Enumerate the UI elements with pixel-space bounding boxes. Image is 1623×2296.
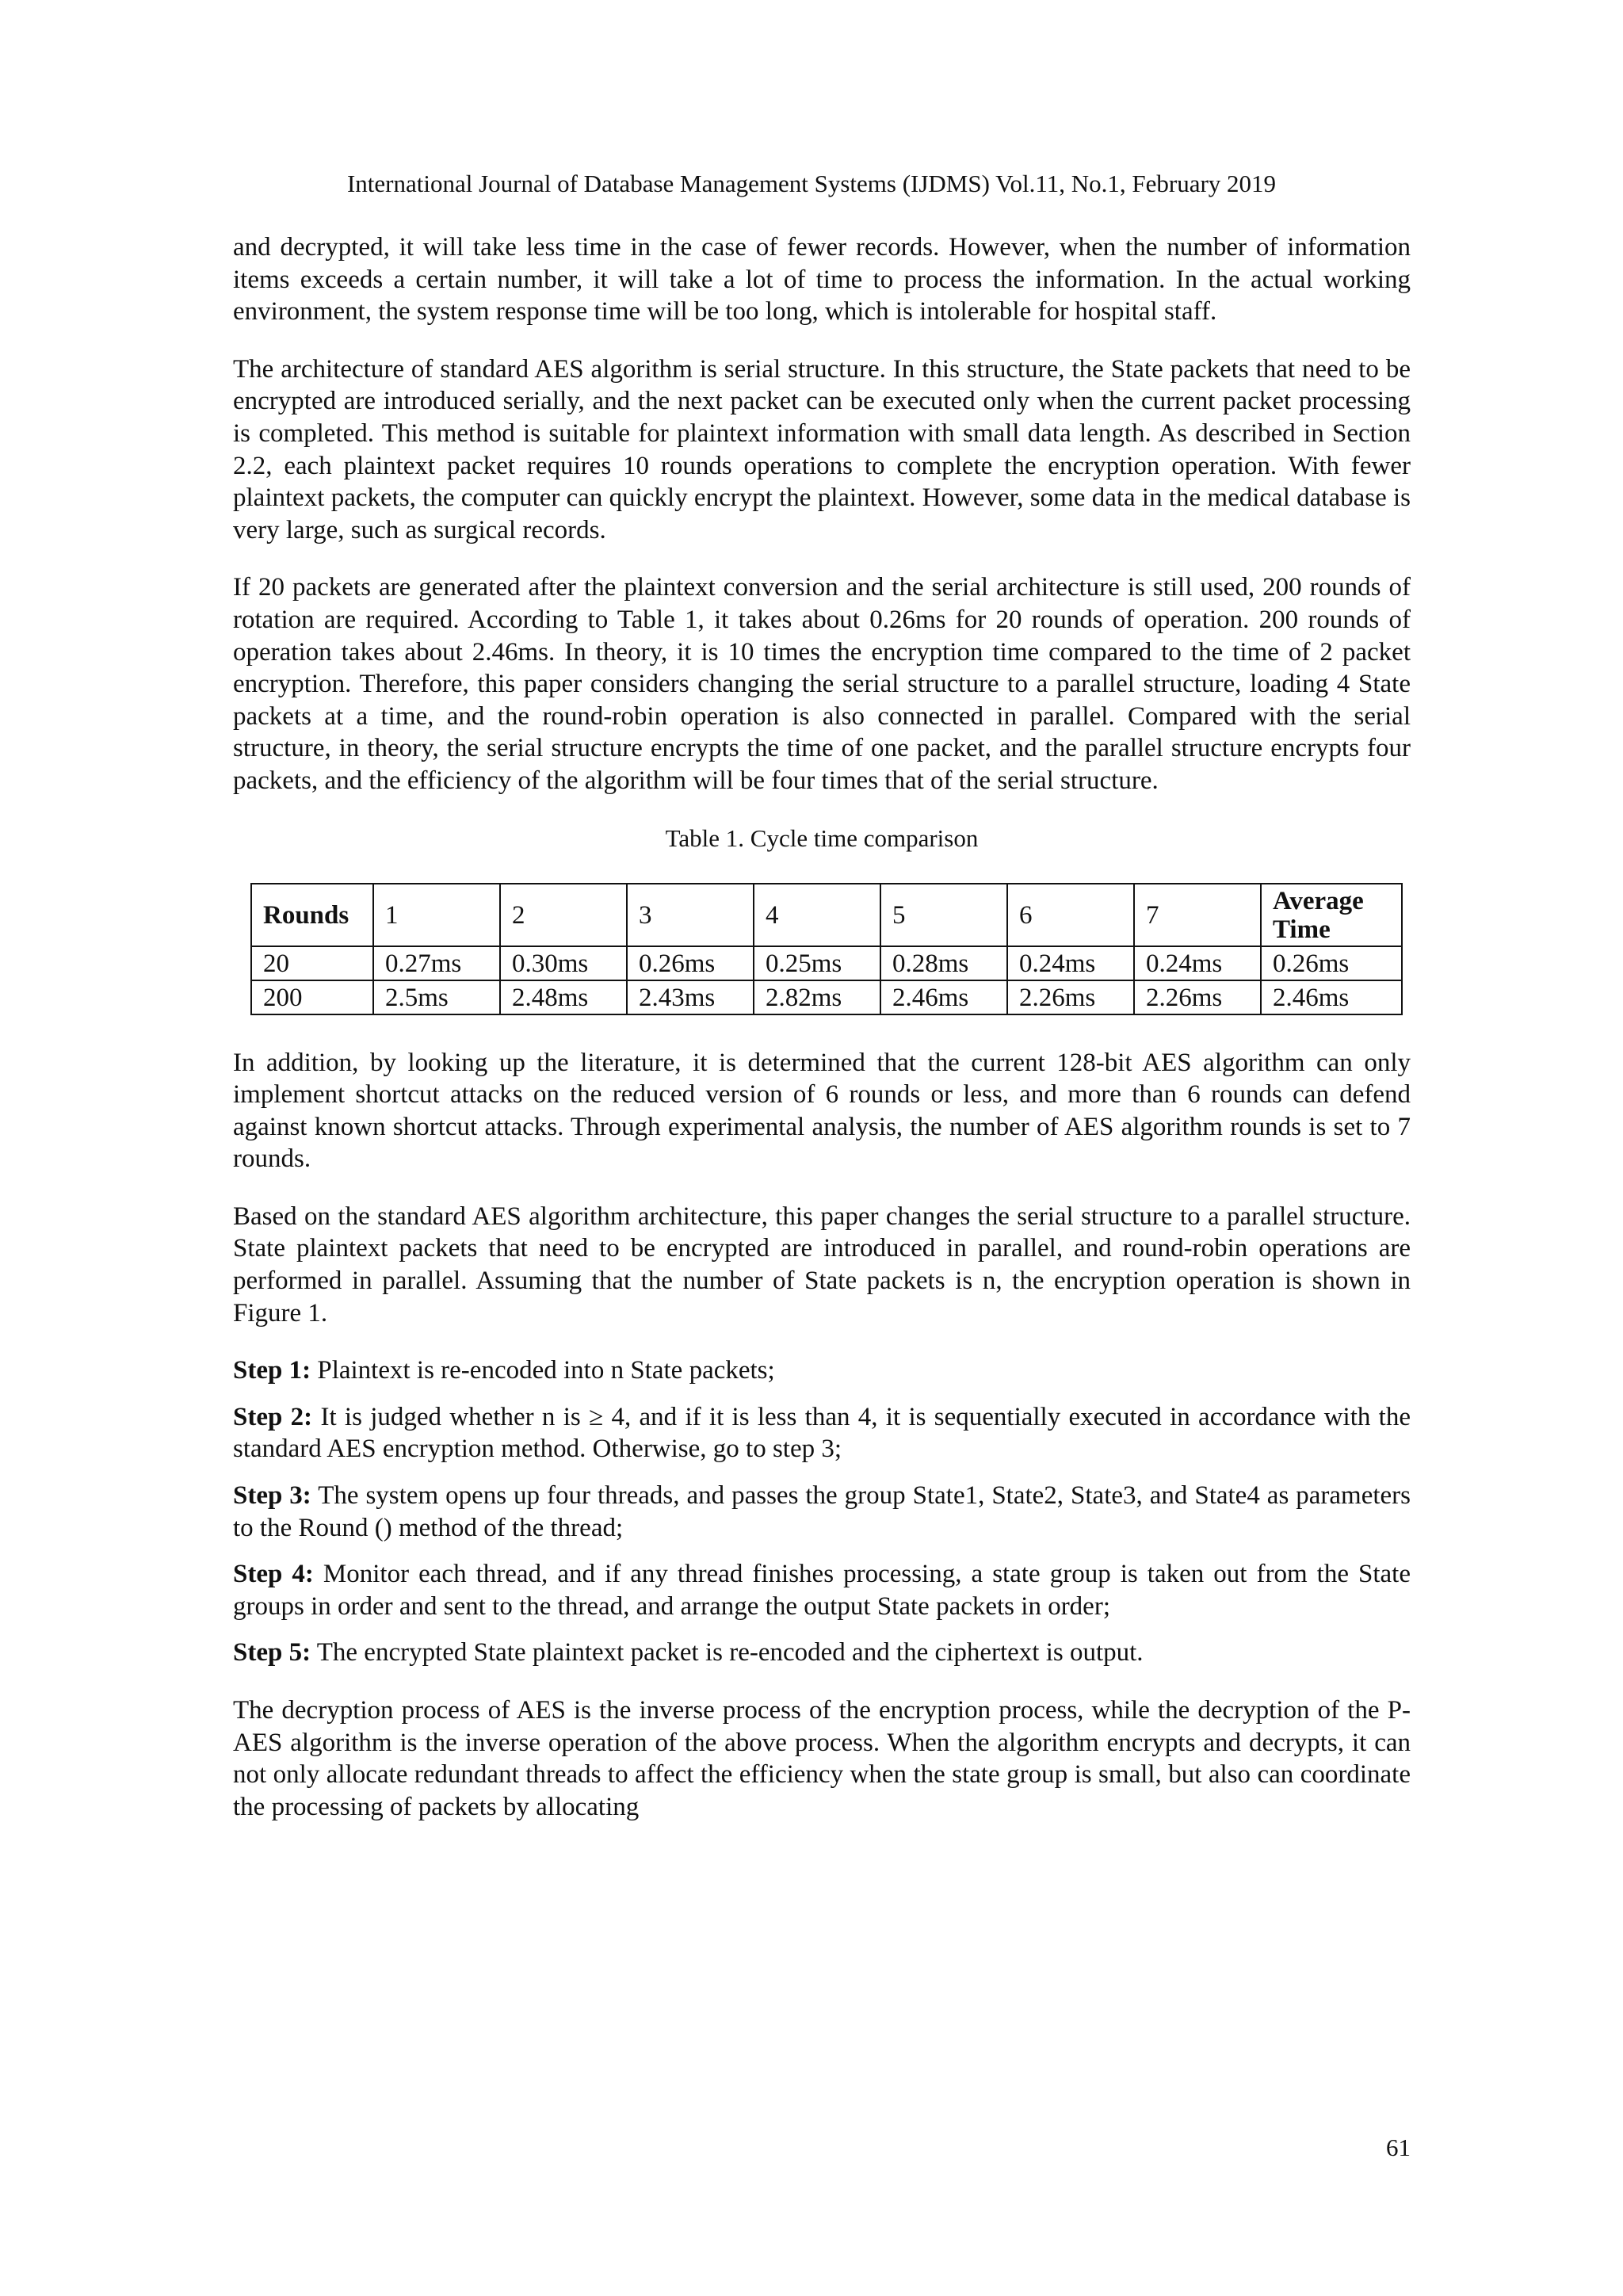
table-cell: 0.26ms <box>1261 946 1402 980</box>
table-header-cell: 4 <box>754 884 880 946</box>
step-label: Step 5: <box>233 1638 311 1668</box>
step-text: Monitor each thread, and if any thread finishes processing, a state group is taken out from the State groups in order and sent to the thread, and arrange the output State packets in order; <box>233 1560 1411 1621</box>
table-cell: 0.30ms <box>500 946 627 980</box>
page-number: 61 <box>1386 2134 1411 2161</box>
step-label: Step 3: <box>233 1481 311 1511</box>
table-cell: 2.26ms <box>1134 980 1261 1014</box>
table-caption: Table 1. Cycle time comparison <box>665 823 979 852</box>
table-cell: 20 <box>251 946 373 980</box>
step-4 <box>233 1558 1411 1622</box>
table-cell: 0.28ms <box>880 946 1007 980</box>
table-cell: 2.48ms <box>500 980 627 1014</box>
table-cell: 0.25ms <box>754 946 880 980</box>
body-text <box>233 231 1411 1823</box>
step-text: Plaintext is re-encoded into n State packets; <box>317 1356 775 1385</box>
table-row <box>251 980 1402 1014</box>
table-cell: 2.46ms <box>1261 980 1402 1014</box>
table-cell: 200 <box>251 980 373 1014</box>
step-label: Step 2: <box>233 1402 313 1431</box>
step-2 <box>233 1401 1411 1465</box>
running-head: International Journal of Database Management Systems (IJDMS) Vol.11, No.1, February 2019 <box>346 170 1277 197</box>
table-header-row <box>251 884 1402 946</box>
table-header-cell: 1 <box>373 884 500 946</box>
table-cell: 0.27ms <box>373 946 500 980</box>
step-5 <box>233 1637 1411 1669</box>
cycle-time-table <box>250 883 1403 1015</box>
table-header-cell: Average Time <box>1261 884 1402 946</box>
table-cell: 2.46ms <box>880 980 1007 1014</box>
table-header-cell: 5 <box>880 884 1007 946</box>
step-label: Step 1: <box>233 1356 311 1385</box>
paragraph-5: Based on the standard AES algorithm architecture, this paper changes the serial structure to a parallel structure. State plaintext packets that need to be encrypted are introduced in parallel, and round-robin operations are performed in parallel. Assuming that the number of State packets is n, the encryption operation is shown in Figure 1. <box>233 1201 1411 1328</box>
paragraph-4: In addition, by looking up the literature, it is determined that the current 128-bit AES algorithm can only implement shortcut attacks on the reduced version of 6 rounds or less, and more than 6 rounds can defend against known shortcut attacks. Through experimental analysis, the number of AES algorithm rounds is set to 7 rounds. <box>233 1048 1411 1174</box>
paragraph-3: If 20 packets are generated after the plaintext conversion and the serial architecture is still used, 200 rounds of rotation are required. According to Table 1, it takes about 0.26ms for 20 rounds of operation. 200 rounds of operation takes about 2.46ms. In theory, it is 10 times the encryption time compared to the time of 2 packet encryption. Therefore, this paper considers changing the serial structure to a parallel structure, loading 4 State packets at a time, and the round-robin operation is also connected in parallel. Compared with the serial structure, in theory, the serial structure encrypts the time of one packet, and the parallel structure encrypts four packets, and the efficiency of the algorithm will be four times that of the serial structure. <box>233 573 1411 795</box>
paragraph-6: The decryption process of AES is the inverse process of the encryption process, while the decryption of the P-AES algorithm is the inverse operation of the above process. When the algorithm encrypts and decrypts, it can not only allocate redundant threads to affect the efficiency when the state group is small, but also can coordinate the processing of packets by allocating <box>233 1696 1411 1821</box>
table-cell: 0.24ms <box>1007 946 1134 980</box>
table-header-cell: 3 <box>627 884 754 946</box>
table-row <box>251 946 1402 980</box>
step-text: It is judged whether n is ≥ 4, and if it is less than 4, it is sequentially executed in accordance with the standard AES encryption method. Otherwise, go to step 3; <box>233 1402 1411 1464</box>
step-text: The system opens up four threads, and passes the group State1, State2, State3, and State4 as parameters to the Round () method of the thread; <box>233 1481 1411 1542</box>
table-cell: 2.82ms <box>754 980 880 1014</box>
table-header-cell: Rounds <box>251 884 373 946</box>
table-cell: 0.26ms <box>627 946 754 980</box>
table-header-cell: 6 <box>1007 884 1134 946</box>
paragraph-1: and decrypted, it will take less time in the case of fewer records. However, when the number of information items exceeds a certain number, it will take a lot of time to process the information. In the actual working environment, the system response time will be too long, which is intolerable for hospital staff. <box>233 233 1411 327</box>
step-text: The encrypted State plaintext packet is re-encoded and the ciphertext is output. <box>316 1638 1144 1668</box>
table-cell: 2.26ms <box>1007 980 1134 1014</box>
table-header-cell: 2 <box>500 884 627 946</box>
table-cell: 0.24ms <box>1134 946 1261 980</box>
table-cell: 2.43ms <box>627 980 754 1014</box>
step-label: Step 4: <box>233 1560 314 1589</box>
step-1 <box>233 1354 1411 1387</box>
paragraph-2: The architecture of standard AES algorithm is serial structure. In this structure, the State packets that need to be encrypted are introduced serially, and the next packet can be executed only when the current packet processing is completed. This method is suitable for plaintext information with small data length. As described in Section 2.2, each plaintext packet requires 10 rounds operations to complete the encryption operation. With fewer plaintext packets, the computer can quickly encrypt the plaintext. However, some data in the medical database is very large, such as surgical records. <box>233 354 1411 544</box>
step-3 <box>233 1480 1411 1544</box>
table-header-cell: 7 <box>1134 884 1261 946</box>
table-cell: 2.5ms <box>373 980 500 1014</box>
